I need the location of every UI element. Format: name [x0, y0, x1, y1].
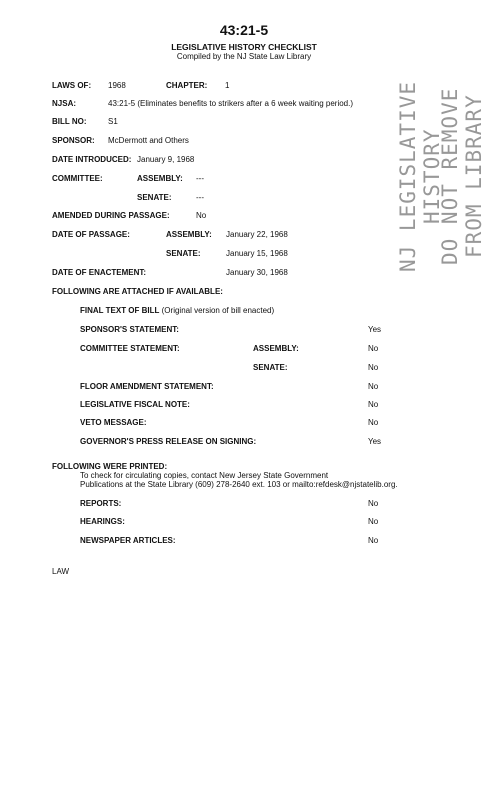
date-introduced-value: January 9, 1968: [137, 155, 195, 164]
amended-value: No: [196, 211, 207, 220]
sponsor-value: McDermott and Others: [108, 136, 189, 145]
fiscal-note-label: LEGISLATIVE FISCAL NOTE:: [80, 400, 190, 409]
page-title: 43:21-5: [219, 22, 269, 38]
committee-senate-label: SENATE:: [137, 193, 172, 202]
committee-assembly-value: ---: [196, 174, 204, 183]
bill-no-value: S1: [108, 117, 118, 126]
committee-statement-label: COMMITTEE STATEMENT:: [80, 344, 180, 353]
date-of-enactement-value: January 30, 1968: [226, 268, 288, 277]
final-text-label: FINAL TEXT OF BILL: [80, 306, 160, 315]
passage-assembly-value: January 22, 1968: [226, 230, 288, 239]
chapter-value: 1: [225, 81, 230, 90]
newspaper-articles-label: NEWSPAPER ARTICLES:: [80, 536, 176, 545]
checklist-subtitle: LEGISLATIVE HISTORY CHECKLIST: [171, 42, 317, 52]
hearings-value: No: [368, 517, 379, 526]
final-text-row: [80, 306, 274, 315]
date-of-passage-label: DATE OF PASSAGE:: [52, 230, 130, 239]
press-release-label: GOVERNOR'S PRESS RELEASE ON SIGNING:: [80, 437, 257, 446]
library-stamp: [390, 60, 486, 292]
veto-message-value: No: [368, 418, 379, 427]
bill-no-label: BILL NO:: [52, 117, 87, 126]
committee-statement-senate-value: No: [368, 363, 379, 372]
hearings-label: HEARINGS:: [80, 517, 125, 526]
passage-senate-value: January 15, 1968: [226, 249, 288, 258]
compiled-by: Compiled by the NJ State Law Library: [176, 52, 312, 61]
sponsor-label: SPONSOR:: [52, 136, 95, 145]
chapter-label: CHAPTER:: [166, 81, 208, 90]
stamp-text-2: DO NOT REMOVE FROM LIBRARY: [438, 87, 486, 265]
final-text-note: (Original version of bill enacted): [161, 306, 275, 315]
press-release-value: Yes: [368, 437, 382, 446]
printed-note-2: Publications at the State Library (609) 278-2640 ext. 103 or mailto:refdesk@njstatelib.org.: [80, 480, 398, 489]
amended-label: AMENDED DURING PASSAGE:: [52, 211, 170, 220]
footer-law: LAW: [52, 567, 70, 576]
newspaper-articles-value: No: [368, 536, 379, 545]
sponsor-statement-label: SPONSOR'S STATEMENT:: [80, 325, 179, 334]
passage-assembly-label: ASSEMBLY:: [166, 230, 212, 239]
laws-of-label: LAWS OF:: [52, 81, 92, 90]
floor-amendment-value: No: [368, 382, 379, 391]
committee-statement-assembly-value: No: [368, 344, 379, 353]
stamp-text-1: NJ LEGISLATIVE HISTORY: [396, 80, 444, 272]
committee-statement-assembly-label: ASSEMBLY:: [253, 344, 299, 353]
attached-heading: FOLLOWING ARE ATTACHED IF AVAILABLE:: [52, 287, 223, 296]
njsa-label: NJSA:: [52, 99, 77, 108]
passage-senate-label: SENATE:: [166, 249, 201, 258]
laws-of-value: 1968: [108, 81, 126, 90]
njsa-value: 43:21-5 (Eliminates benefits to strikers after a 6 week waiting period.): [108, 99, 354, 108]
veto-message-label: VETO MESSAGE:: [80, 418, 147, 427]
date-of-enactement-label: DATE OF ENACTEMENT:: [52, 268, 147, 277]
reports-value: No: [368, 499, 379, 508]
date-introduced-label: DATE INTRODUCED:: [52, 155, 132, 164]
printed-note-1: To check for circulating copies, contact New Jersey State Government: [80, 471, 329, 480]
reports-label: REPORTS:: [80, 499, 122, 508]
floor-amendment-label: FLOOR AMENDMENT STATEMENT:: [80, 382, 214, 391]
fiscal-note-value: No: [368, 400, 379, 409]
printed-heading: FOLLOWING WERE PRINTED:: [52, 462, 168, 471]
committee-senate-value: ---: [196, 193, 204, 202]
committee-label: COMMITTEE:: [52, 174, 103, 183]
sponsor-statement-value: Yes: [368, 325, 382, 334]
committee-assembly-label: ASSEMBLY:: [137, 174, 183, 183]
committee-statement-senate-label: SENATE:: [253, 363, 288, 372]
